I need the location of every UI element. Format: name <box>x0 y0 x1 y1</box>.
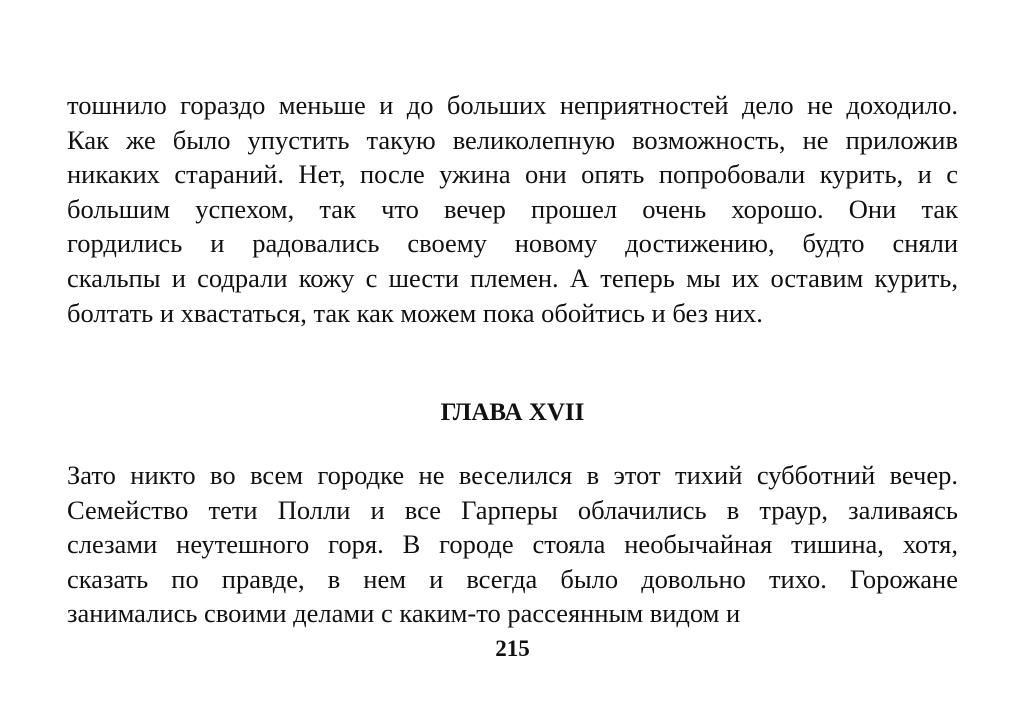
text-line: Как же было упустить такую великолепную возможность, не приложив <box>67 124 958 155</box>
chapter-title: ГЛАВА XVII <box>440 399 585 426</box>
page-number: 215 <box>495 636 530 661</box>
text-line: слезами неутешного горя. В городе стояла необычайная тишина, хотя, <box>67 529 958 560</box>
text-line: Зато никто во всем городке не веселился в этот тихий субботний вечер. <box>67 460 958 490</box>
text-line: большим успехом, так что вечер прошел очень хорошо. Они так <box>67 193 958 224</box>
document-page <box>67 88 958 661</box>
text-line: болтать и хвастаться, так как можем пока обойтись и без них. <box>67 297 763 328</box>
paragraph-1 <box>67 88 958 330</box>
text-line: скальпы и содрали кожу с шести племен. А теперь мы их оставим курить, <box>67 262 958 293</box>
paragraph-2 <box>67 458 958 631</box>
text-line: занимались своими делами с каким-то рассеянным видом и <box>67 598 741 629</box>
text-line: сказать по правде, в нем и всегда было довольно тихо. Горожане <box>67 563 958 594</box>
text-line: никаких стараний. Нет, после ужина они опять попробовали курить, и с <box>67 159 958 190</box>
text-line: гордились и радовались своему новому достижению, будто сняли <box>67 228 958 259</box>
text-line: Семейство тети Полли и все Гарперы облачились в траур, заливаясь <box>67 494 958 525</box>
text-line: тошнило гораздо меньше и до больших неприятностей дело не доходило. <box>67 90 958 120</box>
